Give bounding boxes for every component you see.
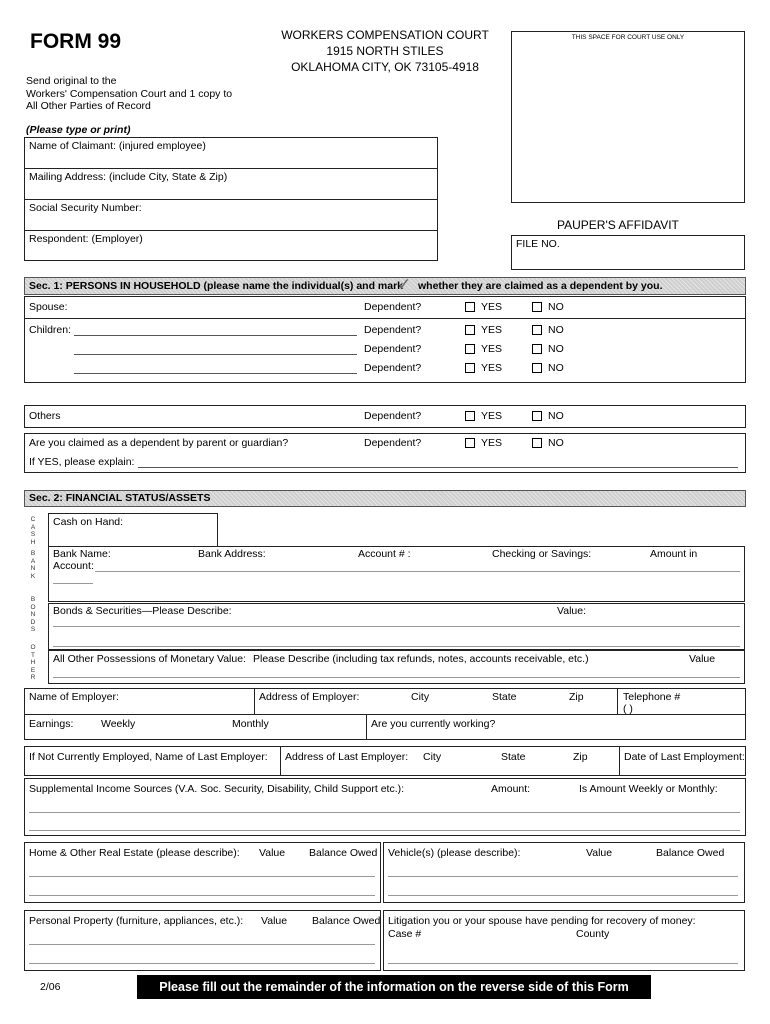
real-estate-line-1[interactable] (29, 876, 375, 877)
child-3-dependent-label: Dependent? (364, 362, 422, 374)
real-estate-balance-label: Balance Owed (309, 847, 378, 859)
spouse-label: Spouse: (29, 301, 68, 313)
other-possessions-line[interactable] (53, 677, 740, 678)
last-employer-label[interactable]: If Not Currently Employed, Name of Last Employer: (29, 751, 268, 763)
account-label: Account: (53, 560, 94, 572)
child-2-no-checkbox[interactable] (532, 344, 542, 354)
file-no-box[interactable] (511, 235, 745, 270)
child-3-no-checkbox[interactable] (532, 363, 542, 373)
personal-line-2[interactable] (29, 963, 375, 964)
last-employer-city-label: City (423, 751, 442, 763)
account-number-label: Account # : (358, 548, 411, 560)
spouse-dependent-label: Dependent? (364, 301, 422, 313)
personal-balance-label: Balance Owed (312, 915, 381, 927)
last-employer-zip-label: Zip (573, 751, 588, 763)
respondent-field[interactable]: Respondent: (Employer) (29, 233, 143, 245)
bank-side-label: B A N K (30, 550, 36, 580)
telephone-label[interactable]: Telephone # (623, 691, 681, 703)
child-2-line[interactable] (74, 354, 357, 355)
reverse-side-banner (137, 975, 651, 999)
last-employment-date-label[interactable]: Date of Last Employment: (624, 751, 745, 763)
send-instructions-line1: Send original to the (26, 75, 117, 87)
checking-savings-label: Checking or Savings: (492, 548, 592, 560)
child-1-dependent-label: Dependent? (364, 324, 422, 336)
child-1-line[interactable] (74, 335, 357, 336)
parent-yes-label: YES (481, 437, 503, 449)
if-yes-explain-line[interactable] (138, 467, 738, 468)
others-yes-label: YES (481, 410, 503, 422)
employer-state-label: State (492, 691, 517, 703)
child-2-yes-label: YES (481, 343, 503, 355)
spouse-no-label: NO (548, 301, 564, 313)
supplemental-amount-label: Amount: (491, 783, 531, 795)
account-short-line[interactable] (53, 583, 93, 584)
amount-in-label: Amount in (650, 548, 698, 560)
other-describe-label: Please Describe (including tax refunds, notes, accounts receivable, etc.) (253, 653, 589, 665)
cash-side-label: C A S H (30, 516, 36, 546)
vehicles-line-2[interactable] (388, 895, 738, 896)
case-number-label: Case # (388, 928, 422, 940)
personal-property-label: Personal Property (furniture, appliances, etc.): (29, 915, 244, 927)
send-instructions-line2: Workers' Compensation Court and 1 copy to (26, 88, 233, 100)
court-use-box (511, 31, 745, 203)
real-estate-label: Home & Other Real Estate (please describe): (29, 847, 240, 859)
if-yes-label: If YES, please explain: (29, 456, 135, 468)
telephone-area-code: ( ) (623, 703, 633, 715)
employer-name-label[interactable]: Name of Employer: (29, 691, 119, 703)
child-3-no-label: NO (548, 362, 564, 374)
vehicles-line-1[interactable] (388, 876, 738, 877)
supplemental-income-label: Supplemental Income Sources (V.A. Soc. Security, Disability, Child Support etc.): (29, 783, 405, 795)
claimant-name-field[interactable]: Name of Claimant: (injured employee) (29, 140, 206, 152)
others-no-checkbox[interactable] (532, 411, 542, 421)
last-employer-state-label: State (501, 751, 526, 763)
bank-address-label: Bank Address: (198, 548, 266, 560)
checkmark-icon: ✓ (397, 275, 412, 294)
supplemental-line-1[interactable] (29, 812, 740, 813)
earnings-monthly-label[interactable]: Monthly (232, 718, 269, 730)
parent-no-label: NO (548, 437, 564, 449)
sec1-header (24, 277, 746, 295)
earnings-label: Earnings: (29, 718, 74, 730)
supplemental-line-2[interactable] (29, 830, 740, 831)
child-1-no-label: NO (548, 324, 564, 336)
bonds-value-label: Value: (557, 605, 586, 617)
type-or-print-note: (Please type or print) (26, 124, 131, 136)
mailing-address-field[interactable]: Mailing Address: (include City, State & Zip) (29, 171, 228, 183)
child-1-yes-label: YES (481, 324, 503, 336)
employer-city-label: City (411, 691, 430, 703)
currently-working-question[interactable]: Are you currently working? (371, 718, 496, 730)
bonds-side-label: B O N D S (30, 596, 36, 634)
child-3-yes-checkbox[interactable] (465, 363, 475, 373)
child-2-dependent-label: Dependent? (364, 343, 422, 355)
sec1-header-text-b: whether they are claimed as a dependent by you. (418, 280, 663, 292)
court-use-label: THIS SPACE FOR COURT USE ONLY (571, 34, 685, 41)
personal-value-label: Value (261, 915, 288, 927)
parent-question: Are you claimed as a dependent by parent or guardian? (29, 437, 289, 449)
vehicles-label: Vehicle(s) (please describe): (388, 847, 521, 859)
cash-on-hand-box[interactable] (48, 513, 218, 547)
employer-address-label[interactable]: Address of Employer: (259, 691, 360, 703)
form-title: FORM 99 (30, 30, 122, 53)
affidavit-title: PAUPER'S AFFIDAVIT (557, 218, 679, 232)
court-name: WORKERS COMPENSATION COURT (281, 28, 489, 42)
child-1-yes-checkbox[interactable] (465, 325, 475, 335)
court-address-line2: OKLAHOMA CITY, OK 73105-4918 (291, 60, 479, 74)
other-value-label: Value (689, 653, 716, 665)
children-label: Children: (29, 324, 72, 336)
child-3-yes-label: YES (481, 362, 503, 374)
child-1-no-checkbox[interactable] (532, 325, 542, 335)
litigation-line[interactable] (388, 963, 738, 964)
vehicles-balance-label: Balance Owed (656, 847, 725, 859)
earnings-weekly-label[interactable]: Weekly (101, 718, 136, 730)
parent-dependent-label: Dependent? (364, 437, 422, 449)
employer-zip-label: Zip (569, 691, 584, 703)
others-dependent-label: Dependent? (364, 410, 422, 422)
bank-entry-line[interactable] (95, 571, 740, 572)
sec2-header (24, 490, 746, 507)
personal-line-1[interactable] (29, 944, 375, 945)
file-no-label: FILE NO. (516, 238, 560, 250)
bonds-line-1[interactable] (53, 626, 740, 627)
court-address-line1: 1915 NORTH STILES (326, 44, 444, 58)
others-yes-checkbox[interactable] (465, 411, 475, 421)
child-2-yes-checkbox[interactable] (465, 344, 475, 354)
other-side-label: O T H E R (30, 644, 36, 682)
reverse-side-note: Please fill out the remainder of the information on the reverse side of this Form (159, 980, 629, 994)
bonds-label: Bonds & Securities—Please Describe: (53, 605, 232, 617)
others-label: Others (29, 410, 61, 422)
county-label: County (576, 928, 610, 940)
send-instructions-line3: All Other Parties of Record (26, 100, 151, 112)
spouse-no-checkbox[interactable] (532, 302, 542, 312)
ssn-field[interactable]: Social Security Number: (29, 202, 142, 214)
form-revision: 2/06 (40, 981, 61, 993)
last-employer-address-label[interactable]: Address of Last Employer: (285, 751, 409, 763)
real-estate-value-label: Value (259, 847, 286, 859)
litigation-label: Litigation you or your spouse have pending for recovery of money: (388, 915, 696, 927)
child-3-line[interactable] (74, 373, 357, 374)
bonds-line-2[interactable] (53, 646, 740, 647)
spouse-yes-label: YES (481, 301, 503, 313)
sec2-header-text: Sec. 2: FINANCIAL STATUS/ASSETS (29, 492, 211, 504)
real-estate-line-2[interactable] (29, 895, 375, 896)
other-possessions-label: All Other Possessions of Monetary Value: (53, 653, 246, 665)
vehicles-value-label: Value (586, 847, 613, 859)
bank-name-label: Bank Name: (53, 548, 111, 560)
sec1-header-text-a: Sec. 1: PERSONS IN HOUSEHOLD (please name the individual(s) and mark (29, 280, 404, 292)
weekly-or-monthly-label: Is Amount Weekly or Monthly: (579, 783, 718, 795)
child-2-no-label: NO (548, 343, 564, 355)
parent-yes-checkbox[interactable] (465, 438, 475, 448)
spouse-yes-checkbox[interactable] (465, 302, 475, 312)
parent-no-checkbox[interactable] (532, 438, 542, 448)
cash-on-hand-label: Cash on Hand: (53, 516, 124, 528)
others-no-label: NO (548, 410, 564, 422)
